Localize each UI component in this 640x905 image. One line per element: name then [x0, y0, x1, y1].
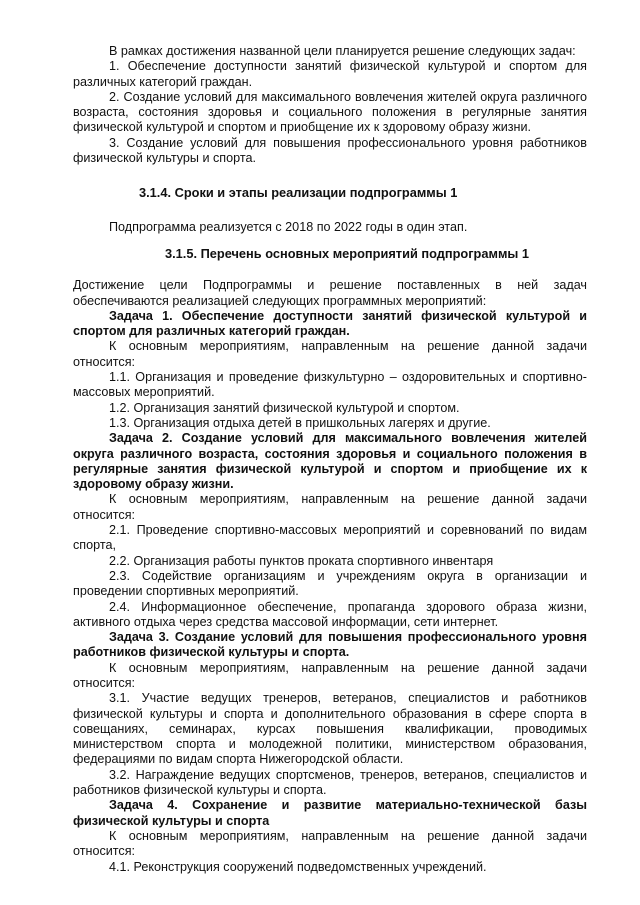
task-2-item: 2.4. Информационное обеспечение, пропаганда здорового образа жизни, активного отдыха через средства массовой информации, сети интернет.: [73, 599, 587, 629]
task-2-item: 2.3. Содействие организациям и учреждениям округа в организации и проведении спортивных мероприятий.: [73, 568, 587, 599]
task-3-item: 3.1. Участие ведущих тренеров, ветеранов, специалистов и работников физической культуры и спорта и дополнительного образования в сфере спорта в совещаниях, семинарах, курсах повышения квалификации, проводимых министерством спорта и молодежной политики, министерством образования, федерациями по видам спорта Нижегородской области.: [73, 691, 587, 767]
task-1-title: Задача 1. Обеспечение доступности занятий физической культурой и спортом для различных категорий граждан.: [73, 308, 587, 339]
task-4-item: 4.1. Реконструкция сооружений подведомственных учреждений.: [109, 859, 487, 874]
goal-3: 3. Создание условий для повышения профессионального уровня работников физической культуры и спорта.: [73, 135, 587, 166]
task-3-measures-intro: К основным мероприятиям, направленным на решение данной задачи относится:: [73, 660, 587, 690]
section-3-1-5-heading: 3.1.5. Перечень основных мероприятий подпрограммы 1: [165, 245, 530, 261]
task-1-item: 1.1. Организация и проведение физкультурно – оздоровительных и спортивно-массовых мероприятий.: [73, 370, 587, 400]
task-2-measures-intro: К основным мероприятиям, направленным на решение данной задачи относится:: [73, 492, 587, 522]
section-3-1-4-heading: 3.1.4. Сроки и этапы реализации подпрограммы 1: [139, 185, 458, 201]
task-2-title: Задача 2. Создание условий для максимального вовлечения жителей округа различного возраста, состояния здоровья и социального положения в регулярные занятия физической культурой и спортом и приобщение их к здоровому образу жизни.: [73, 431, 587, 492]
task-4-title: Задача 4. Сохранение и развитие материально-технической базы физической культуры и спорта: [73, 798, 587, 828]
section-3-1-5-intro: Достижение цели Подпрограммы и решение поставленных в ней задач обеспечиваются реализацией следующих программных мероприятий:: [73, 278, 587, 308]
document-page: [73, 44, 587, 875]
task-2-item: 2.2. Организация работы пунктов проката спортивного инвентаря: [109, 553, 494, 568]
task-1-item: 1.3. Организация отдыха детей в пришкольных лагерях и другие.: [109, 415, 491, 430]
task-3-title: Задача 3. Создание условий для повышения профессионального уровня работников физической культуры и спорта.: [73, 630, 587, 660]
goal-1: 1. Обеспечение доступности занятий физической культурой и спортом для различных категорий граждан.: [73, 59, 587, 89]
intro-paragraph: В рамках достижения названной цели планируется решение следующих задач:: [109, 44, 576, 58]
section-3-1-4-text: Подпрограмма реализуется с 2018 по 2022 годы в один этап.: [109, 219, 468, 234]
task-4-measures-intro: К основным мероприятиям, направленным на решение данной задачи относится:: [73, 828, 587, 859]
task-2-item: 2.1. Проведение спортивно-массовых мероприятий и соревнований по видам спорта,: [73, 523, 587, 553]
task-1-item: 1.2. Организация занятий физической культурой и спортом.: [109, 400, 460, 415]
goal-2: 2. Создание условий для максимального вовлечения жителей округа различного возраста, состояния здоровья и социального положения в регулярные занятия физической культурой и спортом и приобщение их к здоровому образу жизни.: [73, 89, 587, 135]
task-3-item: 3.2. Награждение ведущих спортсменов, тренеров, ветеранов, специалистов и работников физической культуры и спорта.: [73, 767, 587, 798]
task-1-measures-intro: К основным мероприятиям, направленным на решение данной задачи относится:: [73, 339, 587, 369]
